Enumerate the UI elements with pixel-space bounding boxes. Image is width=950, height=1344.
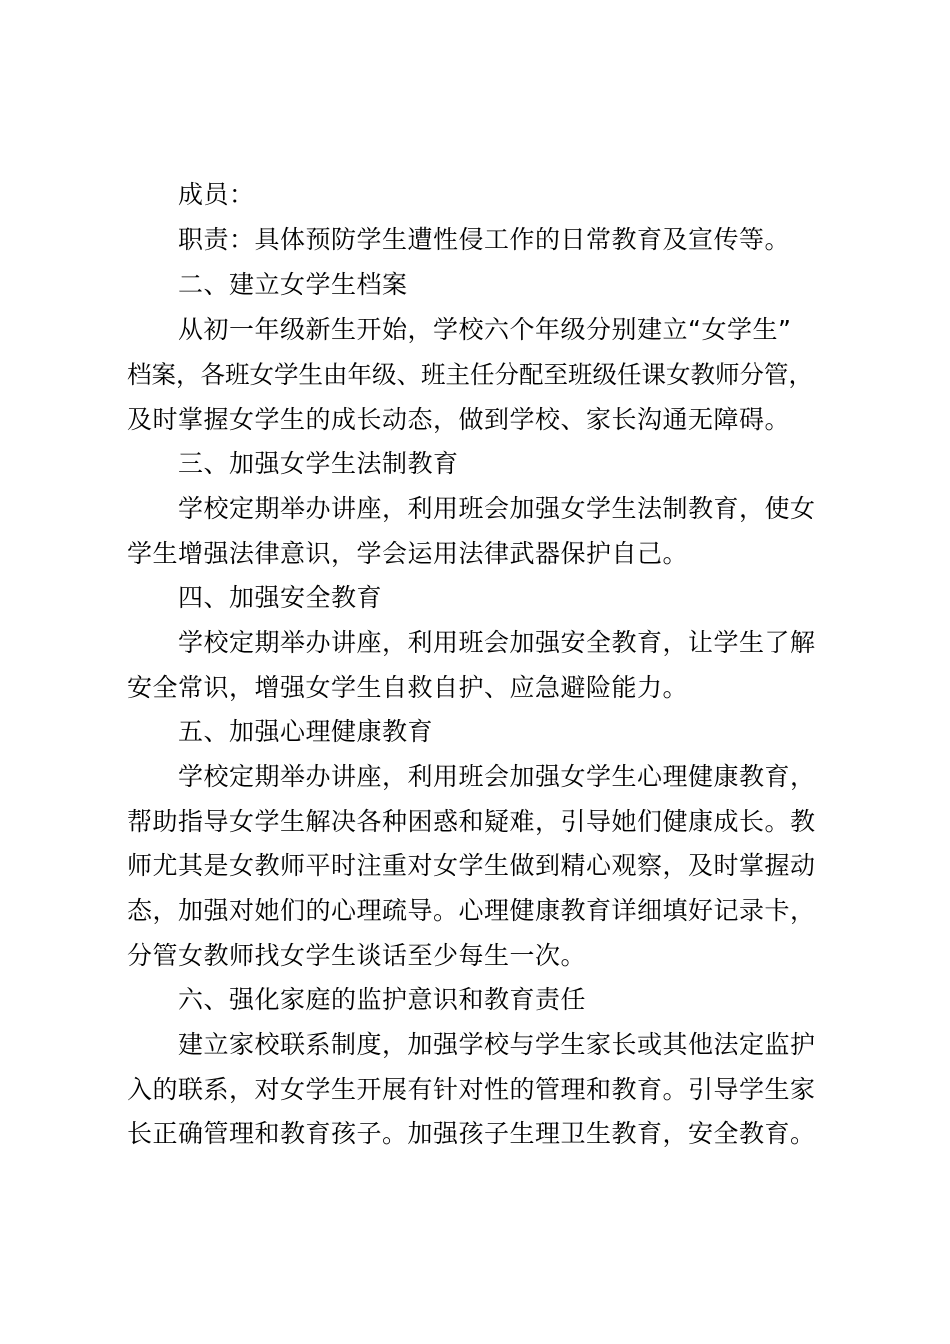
paragraph-line: 学校定期举办讲座，利用班会加强女学生法制教育，使女 (178, 494, 816, 523)
paragraph-line: 师尤其是女教师平时注重对女学生做到精心观察，及时掌握动 (127, 851, 816, 880)
paragraph-line: 安全常识，增强女学生自救自护、应急避险能力。 (127, 673, 689, 702)
members-line: 成员： (178, 180, 255, 209)
paragraph-line: 学校定期举办讲座，利用班会加强安全教育，让学生了解 (178, 628, 816, 657)
section-heading-2: 二、建立女学生档案 (178, 270, 408, 299)
paragraph-line: 从初一年级新生开始，学校六个年级分别建立“女学生” (178, 315, 792, 344)
section-heading-6: 六、强化家庭的监护意识和教育责任 (178, 985, 587, 1014)
paragraph-line: 分管女教师找女学生谈话至少每生一次。 (127, 941, 587, 970)
paragraph-line: 帮助指导女学生解决各种困惑和疑难，引导她们健康成长。教 (127, 807, 816, 836)
paragraph-line: 学生增强法律意识，学会运用法律武器保护自己。 (127, 539, 689, 568)
paragraph-line: 长正确管理和教育孩子。加强孩子生理卫生教育，安全教育。 (127, 1119, 816, 1148)
section-heading-4: 四、加强安全教育 (178, 583, 383, 612)
section-heading-5: 五、加强心理健康教育 (178, 717, 434, 746)
duties-line: 职责：具体预防学生遭性侵工作的日常教育及宣传等。 (178, 225, 791, 254)
paragraph-line: 及时掌握女学生的成长动态，做到学校、家长沟通无障碍。 (127, 405, 791, 434)
paragraph-line: 态，加强对她们的心理疏导。心理健康教育详细填好记录卡， (127, 896, 816, 925)
paragraph-line: 学校定期举办讲座，利用班会加强女学生心理健康教育， (178, 762, 816, 791)
paragraph-line: 入的联系，对女学生开展有针对性的管理和教育。引导学生家 (127, 1075, 816, 1104)
section-heading-3: 三、加强女学生法制教育 (178, 449, 459, 478)
paragraph-line: 档案，各班女学生由年级、班主任分配至班级任课女教师分管， (127, 360, 813, 389)
paragraph-line: 建立家校联系制度，加强学校与学生家长或其他法定监护 (178, 1030, 816, 1059)
